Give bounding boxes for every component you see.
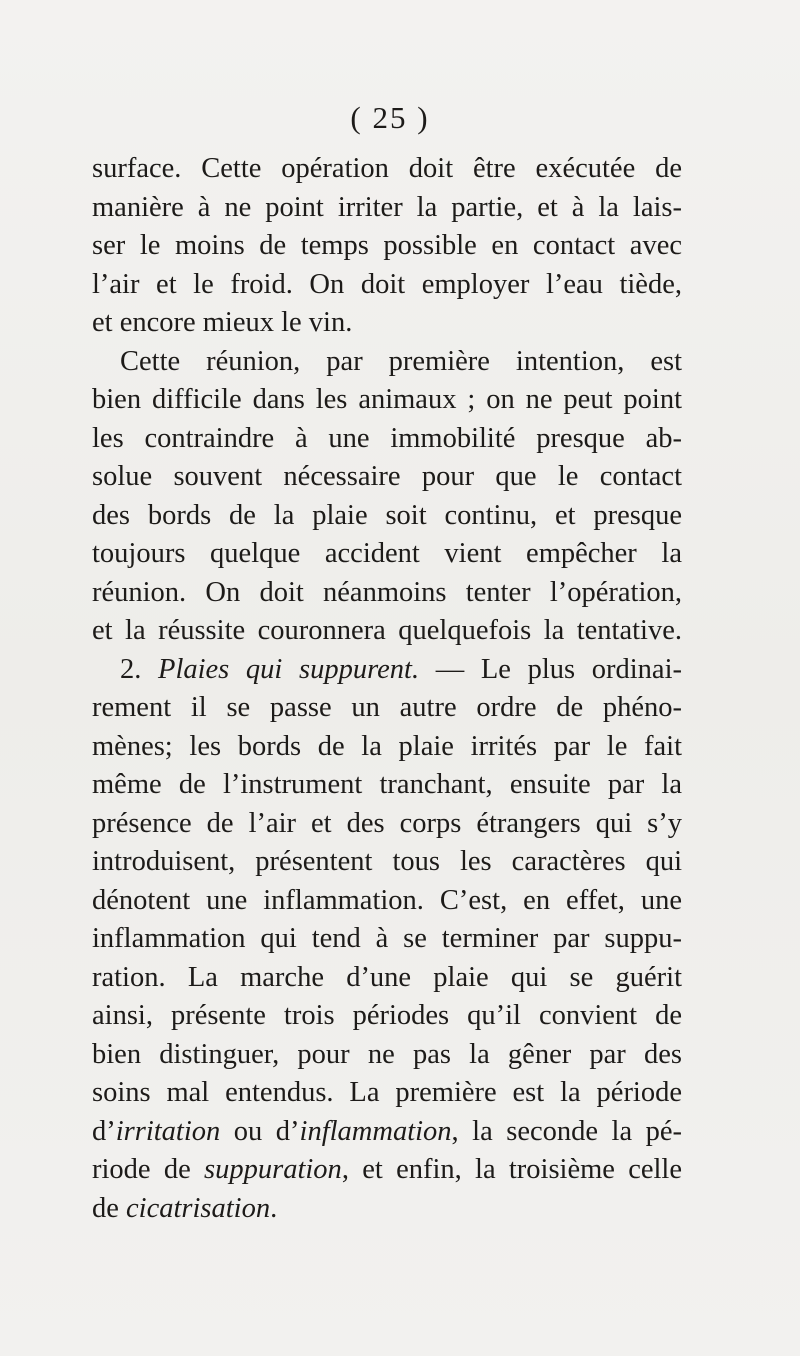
line-text: 2.	[120, 653, 159, 685]
line-text: de	[92, 1192, 127, 1224]
line-text: ration. La marche d’une plaie qui se guérit	[92, 961, 682, 993]
text-line	[92, 882, 682, 921]
line-text: d’	[92, 1115, 116, 1147]
body-text	[92, 150, 682, 1228]
text-line	[92, 381, 682, 420]
line-text: , la seconde la pé-	[451, 1115, 682, 1147]
text-line	[92, 959, 682, 998]
text-line	[92, 497, 682, 536]
line-text: inflammation qui tend à se terminer par suppu-	[92, 923, 682, 954]
line-text: ser le moins de temps possible en contact avec	[92, 230, 682, 261]
italic-term: irritation	[115, 1115, 221, 1147]
line-text: ainsi, présente trois périodes qu’il convient de	[92, 1000, 682, 1031]
line-text: présence de l’air et des corps étrangers qui s’y	[92, 807, 682, 839]
line-text: bien difficile dans les animaux ; on ne peut point	[92, 384, 682, 415]
line-text: — Le plus ordinai-	[419, 653, 682, 685]
line-text: réunion. On doit néanmoins tenter l’opération,	[92, 576, 682, 608]
line-text: rement il se passe un autre ordre de phéno-	[92, 692, 682, 723]
line-text: solue souvent nécessaire pour que le contact	[92, 461, 682, 492]
page-number: ( 25 )	[350, 100, 430, 135]
text-line	[92, 574, 682, 613]
text-line	[92, 766, 682, 805]
line-text: manière à ne point irriter la partie, et à la lais-	[92, 191, 682, 223]
text-line	[92, 458, 682, 497]
line-text: des bords de la plaie soit continu, et presque	[92, 499, 682, 531]
line-text: surface. Cette opération doit être exécutée de	[92, 153, 682, 184]
line-text: bien distinguer, pour ne pas la gêner par des	[92, 1038, 682, 1070]
text-line	[92, 535, 682, 574]
text-line	[92, 1190, 682, 1229]
text-line	[92, 920, 682, 959]
italic-term: suppuration	[204, 1154, 342, 1185]
text-line	[92, 728, 682, 767]
text-line	[92, 1036, 682, 1075]
italic-term: inflammation	[299, 1115, 452, 1147]
line-text: mènes; les bords de la plaie irrités par le fait	[92, 730, 682, 762]
line-text: ou d’	[220, 1115, 300, 1147]
line-text: même de l’instrument tranchant, ensuite par la	[92, 769, 682, 800]
line-text: riode de	[92, 1154, 205, 1185]
text-line	[92, 266, 682, 305]
text-line	[92, 343, 682, 382]
line-text: .	[270, 1192, 278, 1224]
text-line	[92, 651, 682, 690]
line-text: l’air et le froid. On doit employer l’eau tiède,	[92, 268, 682, 300]
line-text: les contraindre à une immobilité presque ab-	[92, 422, 682, 454]
text-line	[92, 150, 682, 189]
line-text: dénotent une inflammation. C’est, en effet, une	[92, 884, 682, 916]
line-text: Cette réunion, par première intention, est	[120, 345, 682, 377]
text-line	[92, 805, 682, 844]
line-text: et la réussite couronnera quelquefois la tentative.	[92, 615, 682, 646]
text-line	[92, 1074, 682, 1113]
line-text: introduisent, présentent tous les caractères qui	[92, 846, 682, 877]
text-line	[92, 1151, 682, 1190]
line-text: soins mal entendus. La première est la période	[92, 1077, 682, 1108]
text-line	[92, 304, 682, 343]
line-text: , et enfin, la troisième celle	[341, 1154, 682, 1185]
text-line	[92, 689, 682, 728]
text-line	[92, 227, 682, 266]
text-line	[92, 997, 682, 1036]
line-text: toujours quelque accident vient empêcher la	[92, 538, 682, 569]
line-text: et encore mieux le vin.	[92, 307, 353, 338]
text-line	[92, 612, 682, 651]
text-line	[92, 1113, 682, 1152]
italic-term: Plaies qui suppurent.	[158, 653, 420, 685]
italic-term: cicatrisation	[126, 1192, 271, 1224]
text-line	[92, 189, 682, 228]
text-line	[92, 420, 682, 459]
text-line	[92, 843, 682, 882]
